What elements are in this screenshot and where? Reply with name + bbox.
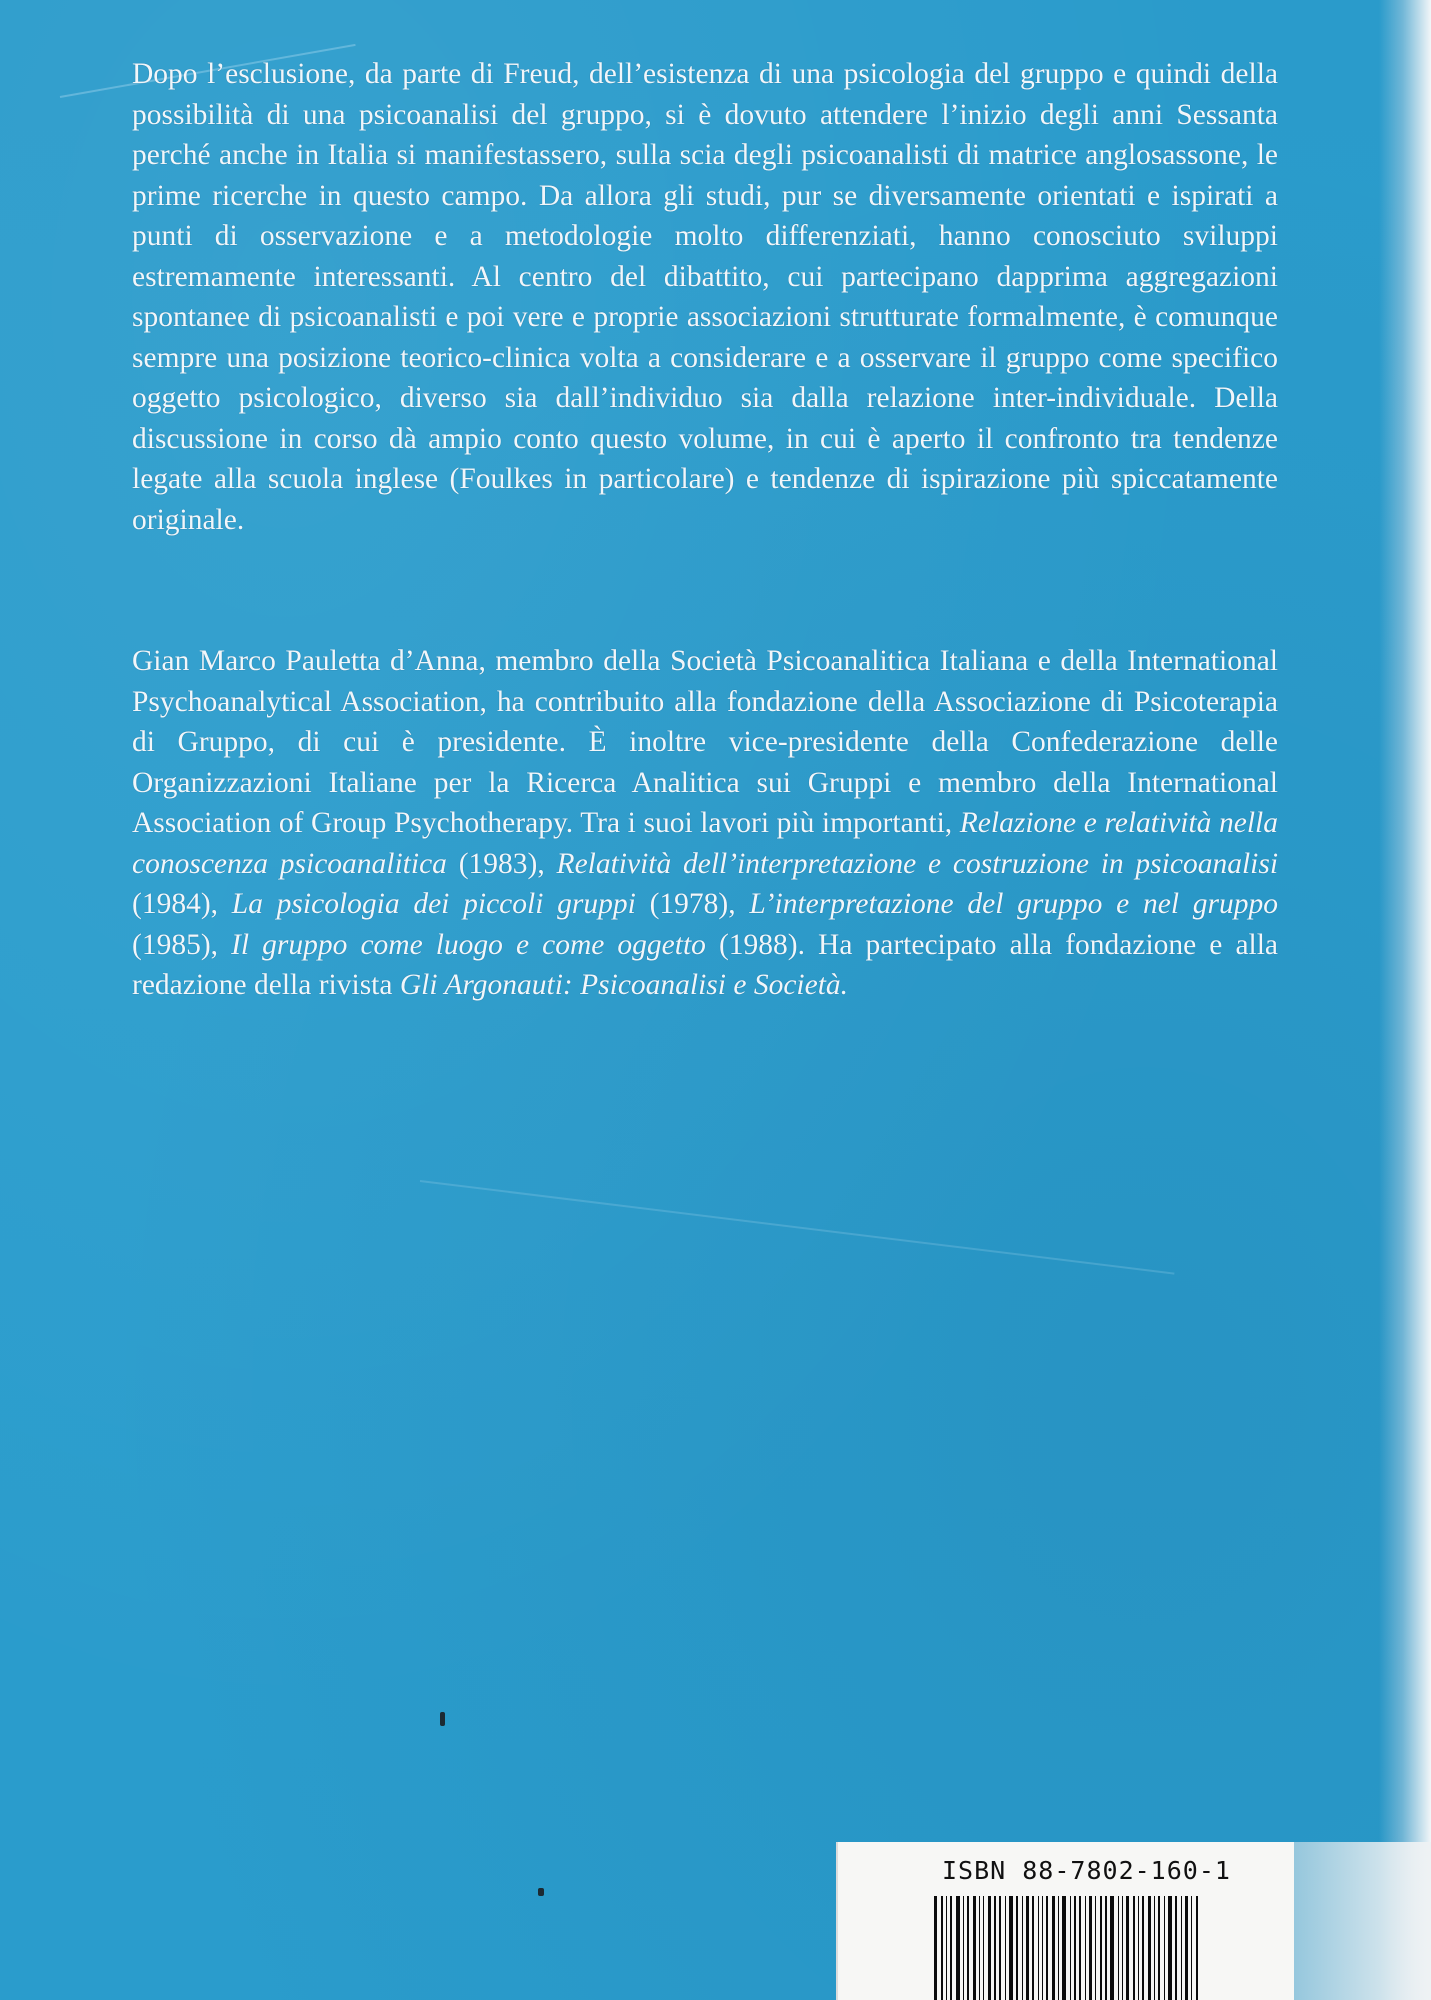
barcode-bar: [956, 1896, 960, 2000]
barcode-bar: [1138, 1896, 1139, 2000]
barcode-bar: [1046, 1896, 1048, 2000]
print-smudge: [440, 1712, 445, 1726]
print-smudge: [538, 1888, 544, 1896]
cover-crease: [420, 1180, 1175, 1275]
barcode-bar: [1052, 1896, 1055, 2000]
barcode-bar: [1100, 1896, 1102, 2000]
work-title: L’interpretazione del gruppo e nel gruppo: [749, 888, 1279, 920]
barcode-bar: [1175, 1896, 1177, 2000]
barcode-bar: [1058, 1896, 1059, 2000]
barcode-bar: [1185, 1896, 1188, 2000]
barcode-bar: [950, 1896, 952, 2000]
barcode-bar: [1026, 1896, 1029, 2000]
barcode-bar: [1154, 1896, 1155, 2000]
work-year: (1983),: [458, 847, 545, 880]
barcode-bar: [1168, 1896, 1172, 2000]
barcode-bar: [1181, 1896, 1182, 2000]
isbn-number: ISBN 88-7802-160-1: [942, 1856, 1231, 1885]
barcode-bar: [1122, 1896, 1123, 2000]
journal-title: Gli Argonauti: Psicoanalisi e Società.: [399, 969, 849, 1001]
barcode-bar: [1022, 1896, 1023, 2000]
barcode-bar: [999, 1896, 1001, 2000]
barcode-bar: [1118, 1896, 1119, 2000]
isbn-label: [836, 1842, 1294, 2000]
barcode-bar: [1009, 1896, 1013, 2000]
barcode-bar: [1079, 1896, 1081, 2000]
barcode-bar: [1105, 1896, 1107, 2000]
barcode-bar: [1038, 1896, 1039, 2000]
barcode-bar: [1016, 1896, 1018, 2000]
label-backing: [1292, 1842, 1431, 2000]
barcode-bar: [979, 1896, 980, 2000]
work-title: Il gruppo come luogo e come oggetto: [231, 928, 706, 961]
work-year: (1985),: [132, 928, 219, 961]
barcode-bar: [988, 1896, 991, 2000]
author-bio: [132, 641, 1278, 1006]
barcode-bar: [1089, 1896, 1092, 2000]
barcode-bar: [1110, 1896, 1114, 2000]
barcode: [934, 1896, 1254, 2000]
barcode-bar: [1133, 1896, 1135, 2000]
work-title: La psicologia dei piccoli gruppi: [231, 888, 636, 920]
barcode-bar: [1126, 1896, 1129, 2000]
barcode-bar: [967, 1896, 969, 2000]
barcode-bar: [946, 1896, 947, 2000]
barcode-bar: [1042, 1896, 1043, 2000]
work-year: (1978),: [649, 888, 736, 920]
barcode-bar: [1085, 1896, 1086, 2000]
barcode-bar: [1005, 1896, 1006, 2000]
barcode-bar: [1164, 1896, 1165, 2000]
barcode-bar: [994, 1896, 996, 2000]
barcode-bar: [1148, 1896, 1151, 2000]
barcode-bar: [1032, 1896, 1034, 2000]
book-blurb: Dopo l’esclusione, da parte di Freud, dell’esistenza di una psicologia del gruppo e quindi della possibilità di una psicoanalisi del gruppo, si è dovuto attendere l’inizio degli anni Sessanta perché anche in Italia si manifestassero, sulla scia degli psicoanalisti di matrice anglosassone, le prime ricerche in questo campo. Da allora gli studi, pur se diversamente orientati e ispirati a punti di osservazione e a metodologie molto differenziati, hanno conosciuto sviluppi estremamente interessanti. Al centro del dibattito, cui partecipano dapprima aggregazioni spontanee di psicoanalisti e poi vere e proprie associazioni strutturate formalmente, è comunque sempre una posizione teorico-clinica volta a considerare e a osservare il gruppo come specifico oggetto psicologico, diverso sia dall’individuo sia dalla relazione inter-individuale. Della discussione in corso dà ampio conto questo volume, in cui è aperto il confronto tra tendenze legate alla scuola inglese (Foulkes in particolare) e tendenze di ispirazione più spiccatamente originale.: [132, 58, 1278, 536]
barcode-bar: [1095, 1896, 1096, 2000]
author-bio-text: Gian Marco Pauletta d’Anna, membro della Società Psicoanalitica Italiana e della International Psychoanalytical Association, ha contribuito alla fondazione della Associazione di Psicoterapia di Gruppo, di cui è presidente. È inoltre vice-presidente della Confederazione delle Organizzazioni Italiane per la Ricerca Analitica sui Gruppi e membro della International Association of Group Psychotherapy. Tra i suoi lavori più importanti,: [132, 645, 1278, 839]
barcode-bar: [1070, 1896, 1071, 2000]
barcode-bar: [1158, 1896, 1160, 2000]
cover-edge: [1379, 0, 1431, 2000]
barcode-bar: [934, 1896, 937, 2000]
work-title: Relatività dell’interpretazione e costruzione in psicoanalisi: [556, 847, 1279, 880]
barcode-bar: [963, 1896, 964, 2000]
barcode-bar: [1191, 1896, 1192, 2000]
barcode-bar: [973, 1896, 976, 2000]
barcode-bar: [1196, 1896, 1198, 2000]
barcode-bar: [1062, 1896, 1066, 2000]
work-title: Relazione e relatività nella conoscenza psicoanalitica: [132, 807, 1279, 880]
barcode-bar: [983, 1896, 984, 2000]
barcode-bar: [1142, 1896, 1144, 2000]
barcode-bar: [941, 1896, 943, 2000]
work-year: (1988). Ha partecipato alla fondazione e alla redazione della rivista: [132, 928, 1279, 1001]
work-year: (1984),: [132, 888, 219, 920]
barcode-bar: [1074, 1896, 1076, 2000]
